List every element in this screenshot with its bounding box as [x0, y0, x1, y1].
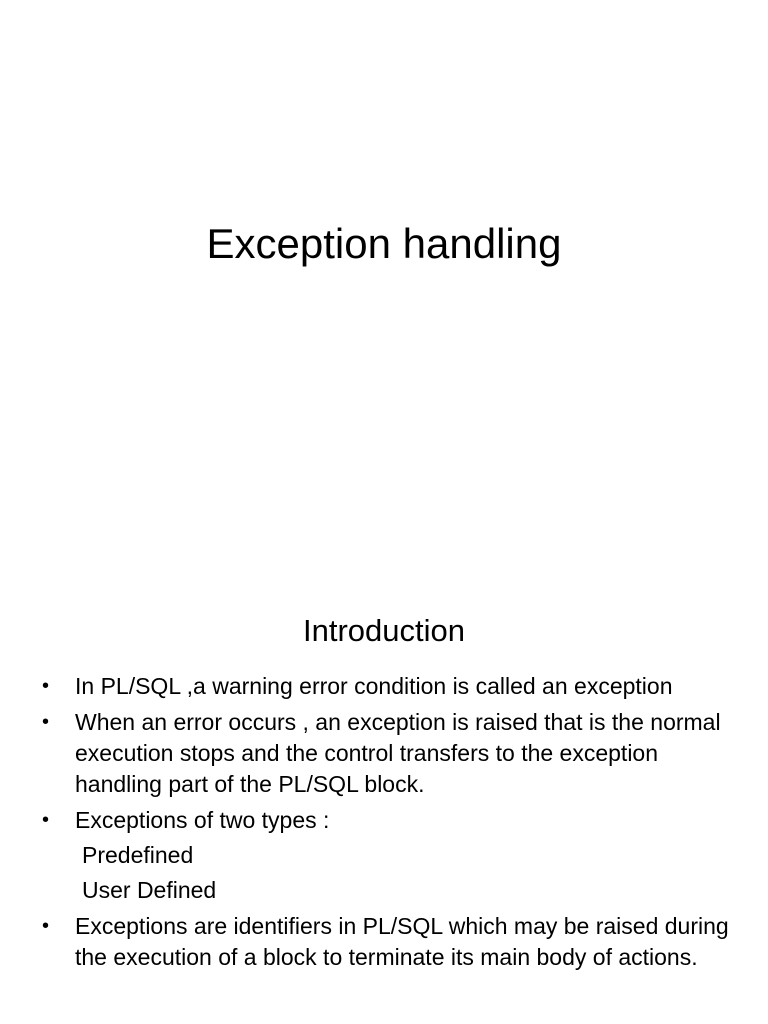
bullet-icon: •: [42, 711, 50, 733]
bullet-text: In PL/SQL ,a warning error condition is called an exception: [75, 673, 673, 699]
bullet-text: When an error occurs , an exception is raised that is the normal execution stops and the control transfers to the exception handling part of the PL/SQL block.: [75, 709, 721, 797]
bullet-item: [42, 805, 742, 906]
bullet-icon: •: [42, 809, 50, 831]
bullet-icon: •: [42, 915, 50, 937]
bullet-item: [42, 707, 742, 800]
bullet-text: Exceptions of two types :: [75, 807, 330, 833]
exception-type-predefined: Predefined: [82, 842, 194, 868]
slide-title: Exception handling: [206, 220, 562, 267]
bullet-list: [42, 671, 742, 978]
exception-type-user-defined: User Defined: [82, 877, 217, 903]
bullet-item: [42, 671, 742, 702]
bullet-text: Exceptions are identifiers in PL/SQL which may be raised during the execution of a block to terminate its main body of actions.: [75, 913, 729, 970]
bullet-item: [42, 911, 742, 973]
introduction-heading: Introduction: [303, 613, 465, 648]
bullet-icon: •: [42, 675, 50, 697]
